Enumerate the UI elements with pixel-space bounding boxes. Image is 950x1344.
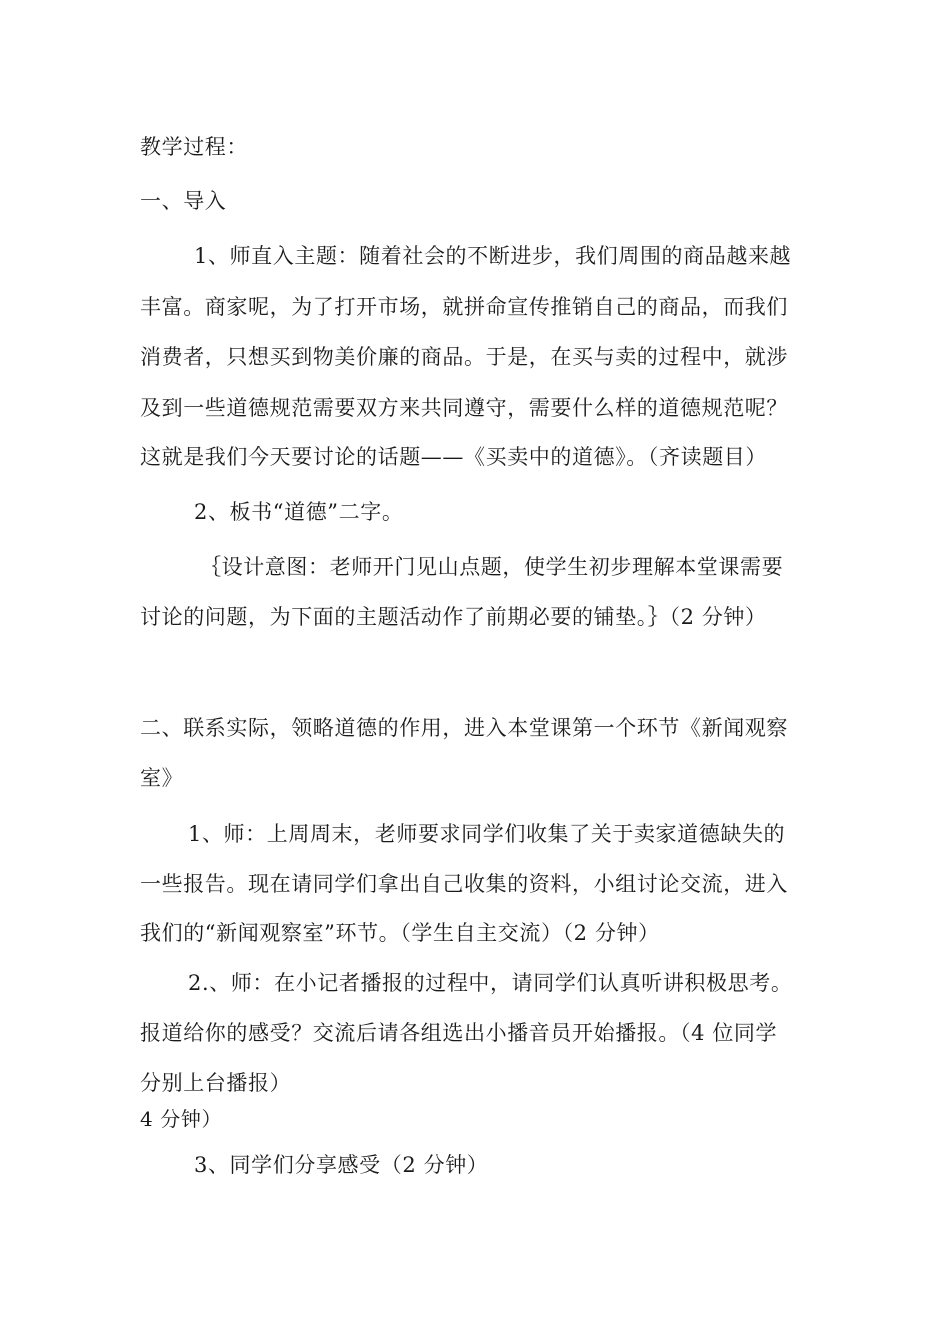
section-2-item-1-line-1: 1、师：上周周末，老师要求同学们收集了关于卖家道德缺失的 xyxy=(188,822,786,846)
section-2-title-line-2: 室》 xyxy=(140,766,184,790)
design-intent-line-2: 讨论的问题，为下面的主题活动作了前期必要的铺垫。｝（2 分钟） xyxy=(140,605,767,629)
section-2-item-2-line-2: 报道给你的感受？交流后请各组选出小播音员开始播报。（4 位同学 xyxy=(140,1021,778,1045)
section-2-item-1-line-2: 一些报告。现在请同学们拿出自己收集的资料，小组讨论交流，进入 xyxy=(140,872,788,896)
design-intent-line-1: ｛设计意图：老师开门见山点题，使学生初步理解本堂课需要 xyxy=(200,555,784,579)
section-1-item-1-line-1: 1、师直入主题：随着社会的不断进步，我们周围的商品越来越 xyxy=(194,244,792,268)
section-2-item-3: 3、同学们分享感受（2 分钟） xyxy=(194,1153,489,1177)
section-1-item-1-line-2: 丰富。商家呢，为了打开市场，就拼命宣传推销自己的商品，而我们 xyxy=(140,295,788,319)
section-2-title-line-1: 二、联系实际，领略道德的作用，进入本堂课第一个环节《新闻观察 xyxy=(140,716,788,740)
section-1-item-1-line-3: 消费者，只想买到物美价廉的商品。于是，在买与卖的过程中，就涉 xyxy=(140,345,788,369)
document-heading: 教学过程： xyxy=(140,135,248,159)
section-2-item-2-line-3: 分别上台播报） xyxy=(140,1071,292,1095)
section-1-item-1-line-4: 及到一些道德规范需要双方来共同遵守，需要什么样的道德规范呢？ xyxy=(140,396,788,420)
section-1-item-2: 2、板书“道德”二字。 xyxy=(194,500,404,524)
section-2-item-2-line-1: 2.、师：在小记者播报的过程中，请同学们认真听讲积极思考。 xyxy=(188,971,793,995)
section-1-title: 一、导入 xyxy=(140,189,227,213)
section-2-item-1-line-3: 我们的“新闻观察室”环节。（学生自主交流）（2 分钟） xyxy=(140,921,660,945)
section-2-item-2-line-4: 4 分钟） xyxy=(140,1107,223,1131)
section-1-item-1-line-5: 这就是我们今天要讨论的话题——《买卖中的道德》。（齐读题目） xyxy=(140,445,767,469)
